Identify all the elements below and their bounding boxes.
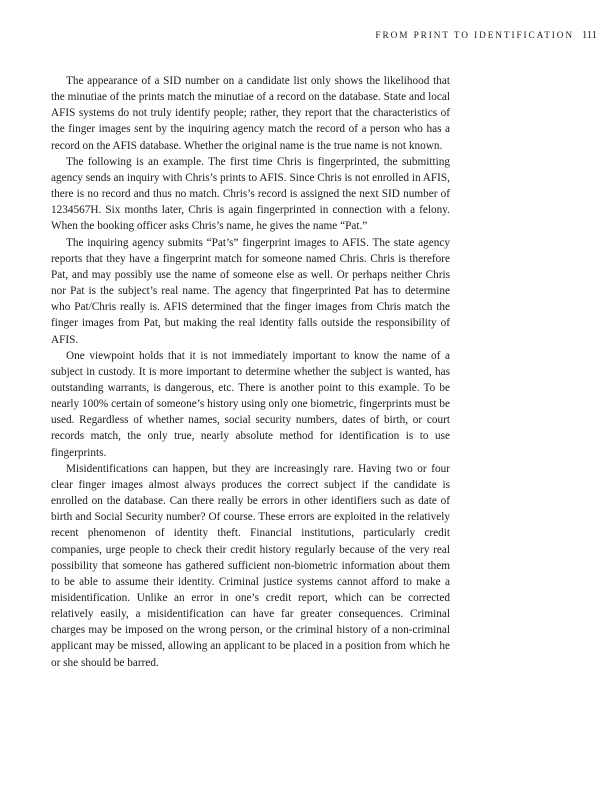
- paragraph: The appearance of a SID number on a candidate list only shows the likelihood that the minutiae of the prints match the minutiae of a record on the database. State and local AFIS systems do not truly identify people; rather, they report that the characteristics of the finger images sent by the inquiring agency match the record of a person who has a record on the AFIS database. Whether the original name is the true name is not known.: [51, 75, 450, 152]
- paragraph: Misidentifications can happen, but they are increasingly rare. Having two or four clear finger images almost always produces the correct subject if the candidate is enrolled on the database. Can there really be errors in other identifiers such as date of birth and Social Security number? Of course. These errors are exploited in the relatively recent phenomenon of identity theft. Financial institutions, particularly credit companies, urge people to check their credit history regularly because of the very real possibility that someone has gathered sufficient non-biometric information about them to be able to assume their identity. Criminal justice systems cannot afford to make a misidentification. Unlike an error in one’s credit report, which can be corrected relatively easily, a misidentification can have far greater consequences. Criminal charges may be imposed on the wrong person, or the criminal history of a non-criminal applicant may be missed, allowing an applicant to be placed in a position from which he or she should be barred.: [51, 462, 450, 669]
- running-head-title: FROM PRINT TO IDENTIFICATION: [375, 31, 575, 41]
- body-text: [51, 73, 450, 671]
- page-number: 111: [582, 30, 597, 41]
- paragraph: One viewpoint holds that it is not immediately important to know the name of a subject in custody. It is more important to determine whether the subject is wanted, has outstanding warrants, is dangerous, etc. There is another point to this example. To be nearly 100% certain of someone’s history using only one biometric, fingerprints must be used. Regardless of whether names, social security numbers, dates of birth, or court records match, the only true, nearly absolute method for identification is to use fingerprints.: [51, 349, 450, 459]
- paragraph: The inquiring agency submits “Pat’s” fingerprint images to AFIS. The state agency reports that they have a fingerprint match for someone named Chris. Chris is therefore Pat, and may possibly use the name of someone else as well. Or perhaps neither Chris nor Pat is the subject’s real name. The agency that fingerprinted Pat has to determine who Pat/Chris really is. AFIS determined that the finger images from Chris match the finger images from Pat, but making the real identity falls outside the responsibility of AFIS.: [51, 236, 450, 346]
- paragraph: The following is an example. The first time Chris is fingerprinted, the submitting agency sends an inquiry with Chris’s prints to AFIS. Since Chris is not enrolled in AFIS, there is no record and thus no match. Chris’s record is assigned the next SID number of 1234567H. Six months later, Chris is again fingerprinted in connection with a felony. When the booking officer asks Chris’s name, he gives the name “Pat.”: [51, 155, 450, 233]
- running-head: [375, 30, 597, 41]
